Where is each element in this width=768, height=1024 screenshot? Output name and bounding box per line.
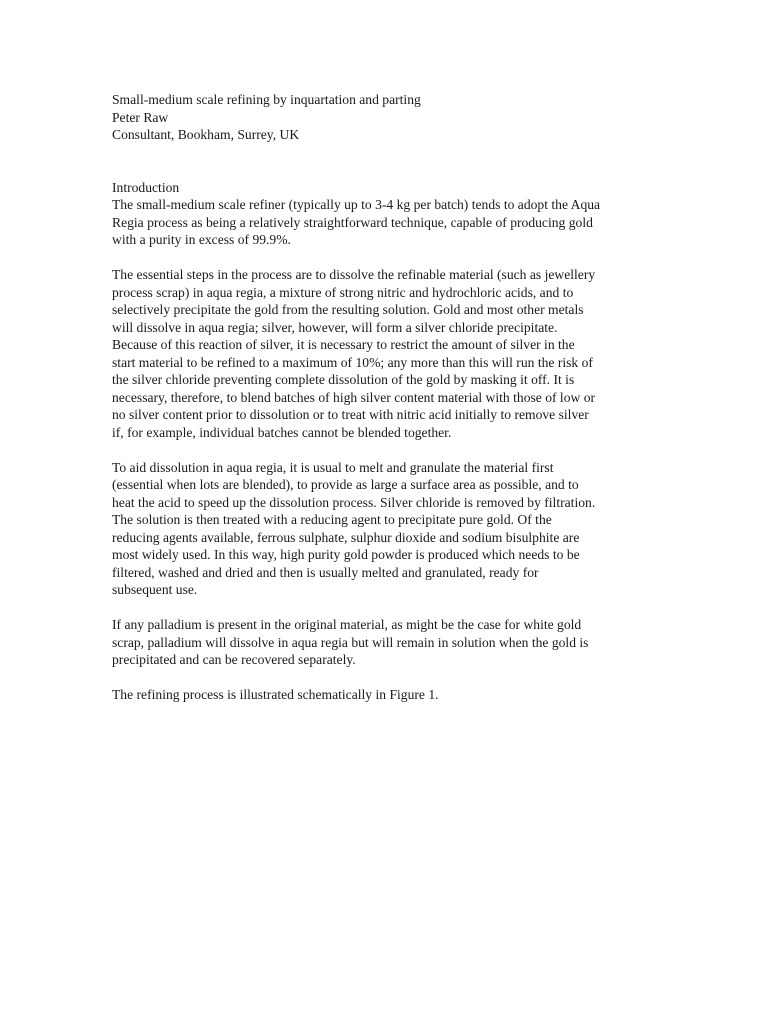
text-line: necessary, therefore, to blend batches of high silver content material with those of low or (112, 389, 596, 405)
text-line: with a purity in excess of 99.9%. (112, 232, 291, 247)
text-line: the silver chloride preventing complete dissolution of the gold by masking it off. It is (112, 372, 575, 387)
text-line: no silver content prior to dissolution or to treat with nitric acid initially to remove silver (112, 407, 589, 422)
text-line: scrap, palladium will dissolve in aqua regia but will remain in solution when the gold is (112, 634, 589, 650)
text-line: Regia process as being a relatively straightforward technique, capable of producing gold (112, 214, 593, 230)
text-line: filtered, washed and dried and then is usually melted and granulated, ready for (112, 564, 539, 580)
text-line: selectively precipitate the gold from the resulting solution. Gold and most other metals (112, 302, 584, 317)
text-line: (essential when lots are blended), to provide as large a surface area as possible, and to (112, 477, 579, 492)
document-body (112, 91, 672, 721)
text-line: The small-medium scale refiner (typically up to 3-4 kg per batch) tends to adopt the Aqua (112, 197, 601, 212)
paragraph-palladium (112, 616, 672, 669)
paragraph-figure-reference (112, 686, 672, 704)
text-line: precipitated and can be recovered separately. (112, 652, 356, 667)
text-line: most widely used. In this way, high purity gold powder is produced which needs to be (112, 547, 580, 562)
document-header (112, 91, 672, 144)
text-line: if, for example, individual batches cannot be blended together. (112, 424, 452, 440)
text-line: Because of this reaction of silver, it is necessary to restrict the amount of silver in the (112, 337, 575, 352)
paragraph-dissolution-steps (112, 266, 672, 441)
text-line: The essential steps in the process are to dissolve the refinable material (such as jewellery (112, 267, 596, 282)
document-title: Small-medium scale refining by inquartation and parting (112, 92, 421, 107)
intro-paragraph (112, 179, 672, 249)
section-heading: Introduction (112, 179, 180, 195)
text-line: will dissolve in aqua regia; silver, however, will form a silver chloride precipitate. (112, 319, 558, 335)
text-line: To aid dissolution in aqua regia, it is usual to melt and granulate the material first (112, 459, 554, 475)
text-line: If any palladium is present in the original material, as might be the case for white gold (112, 617, 582, 632)
author-affiliation: Consultant, Bookham, Surrey, UK (112, 127, 300, 142)
text-line: subsequent use. (112, 582, 198, 597)
text-line: The solution is then treated with a reducing agent to precipitate pure gold. Of the (112, 512, 552, 527)
text-line: start material to be refined to a maximum of 10%; any more than this will run the risk of (112, 354, 593, 370)
text-line: reducing agents available, ferrous sulphate, sulphur dioxide and sodium bisulphite are (112, 529, 580, 545)
paragraph-aid-dissolution (112, 459, 672, 599)
text-line: process scrap) in aqua regia, a mixture of strong nitric and hydrochloric acids, and to (112, 284, 574, 300)
text-line: heat the acid to speed up the dissolution process. Silver chloride is removed by filtration. (112, 494, 596, 510)
author-name: Peter Raw (112, 109, 169, 125)
text-line: The refining process is illustrated schematically in Figure 1. (112, 687, 439, 702)
